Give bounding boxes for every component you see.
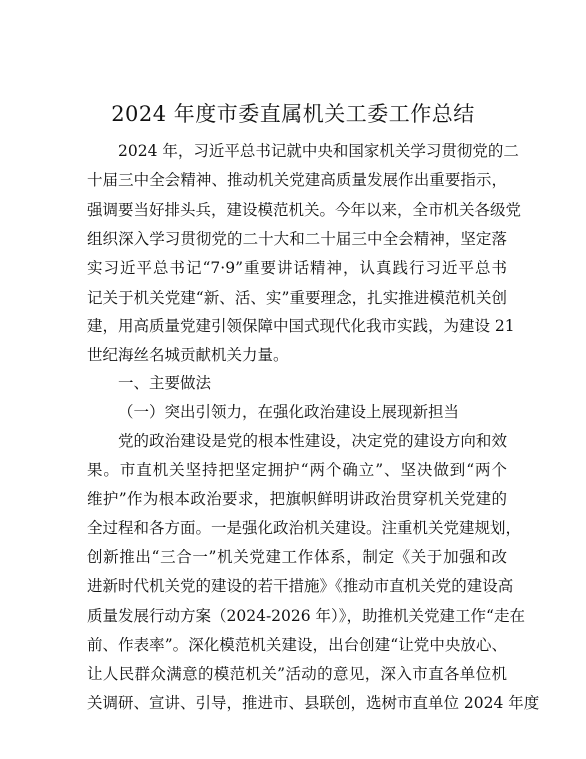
subsection-heading: （一）突出引领力，在强化政治建设上展现新担当: [118, 403, 460, 421]
intro-line-2: 十届三中全会精神、推动机关党建高质量发展作出重要指示，: [87, 171, 507, 189]
intro-line-3: 强调要当好排头兵，建设模范机关。今年以来，全市机关各级党: [87, 201, 522, 219]
document-title: 2024 年度市委直属机关工委工作总结: [111, 102, 475, 126]
intro-line-5: 实习近平总书记“7·9”重要讲话精神，认真践行习近平总书: [87, 259, 507, 277]
section-heading: 一、主要做法: [118, 374, 212, 392]
intro-line-6: 记关于机关党建“新、活、实”重要理念，扎实推进模范机关创: [87, 289, 507, 307]
para2-line-4: 全过程和各方面。一是强化政治机关建设。注重机关党建规划，: [87, 519, 522, 537]
para2-line-2: 果。市直机关坚持把坚定拥护“两个确立”、坚决做到“两个: [87, 461, 507, 479]
intro-line-8: 世纪海丝名城贡献机关力量。: [87, 346, 289, 364]
para2-line-10: 关调研、宣讲、引导，推进市、县联创，选树市直单位 2024 年度: [87, 694, 540, 712]
para2-line-7: 质量发展行动方案（2024-2026 年）》，助推机关党建工作“走在: [87, 607, 525, 625]
intro-line-7: 建，用高质量党建引领保障中国式现代化我市实践，为建设 21: [87, 317, 515, 335]
para2-line-1: 党的政治建设是党的根本性建设，决定党的建设方向和效: [118, 432, 507, 450]
intro-line-4: 组织深入学习贯彻党的二十大和二十届三中全会精神，坚定落: [87, 230, 507, 248]
para2-line-9: 让人民群众满意的模范机关”活动的意见，深入市直各单位机: [87, 665, 507, 683]
para2-line-8: 前、作表率”。深化模范机关建设，出台创建“让党中央放心、: [87, 636, 507, 654]
para2-line-6: 进新时代机关党的建设的若干措施》《推动市直机关党的建设高: [87, 577, 514, 595]
intro-line-1: 2024 年，习近平总书记就中央和国家机关学习贯彻党的二: [118, 142, 519, 160]
para2-line-3: 维护”作为根本政治要求，把旗帜鲜明讲政治贯穿机关党建的: [87, 490, 507, 508]
para2-line-5: 创新推出“三合一”机关党建工作体系，制定《关于加强和改: [87, 548, 507, 566]
